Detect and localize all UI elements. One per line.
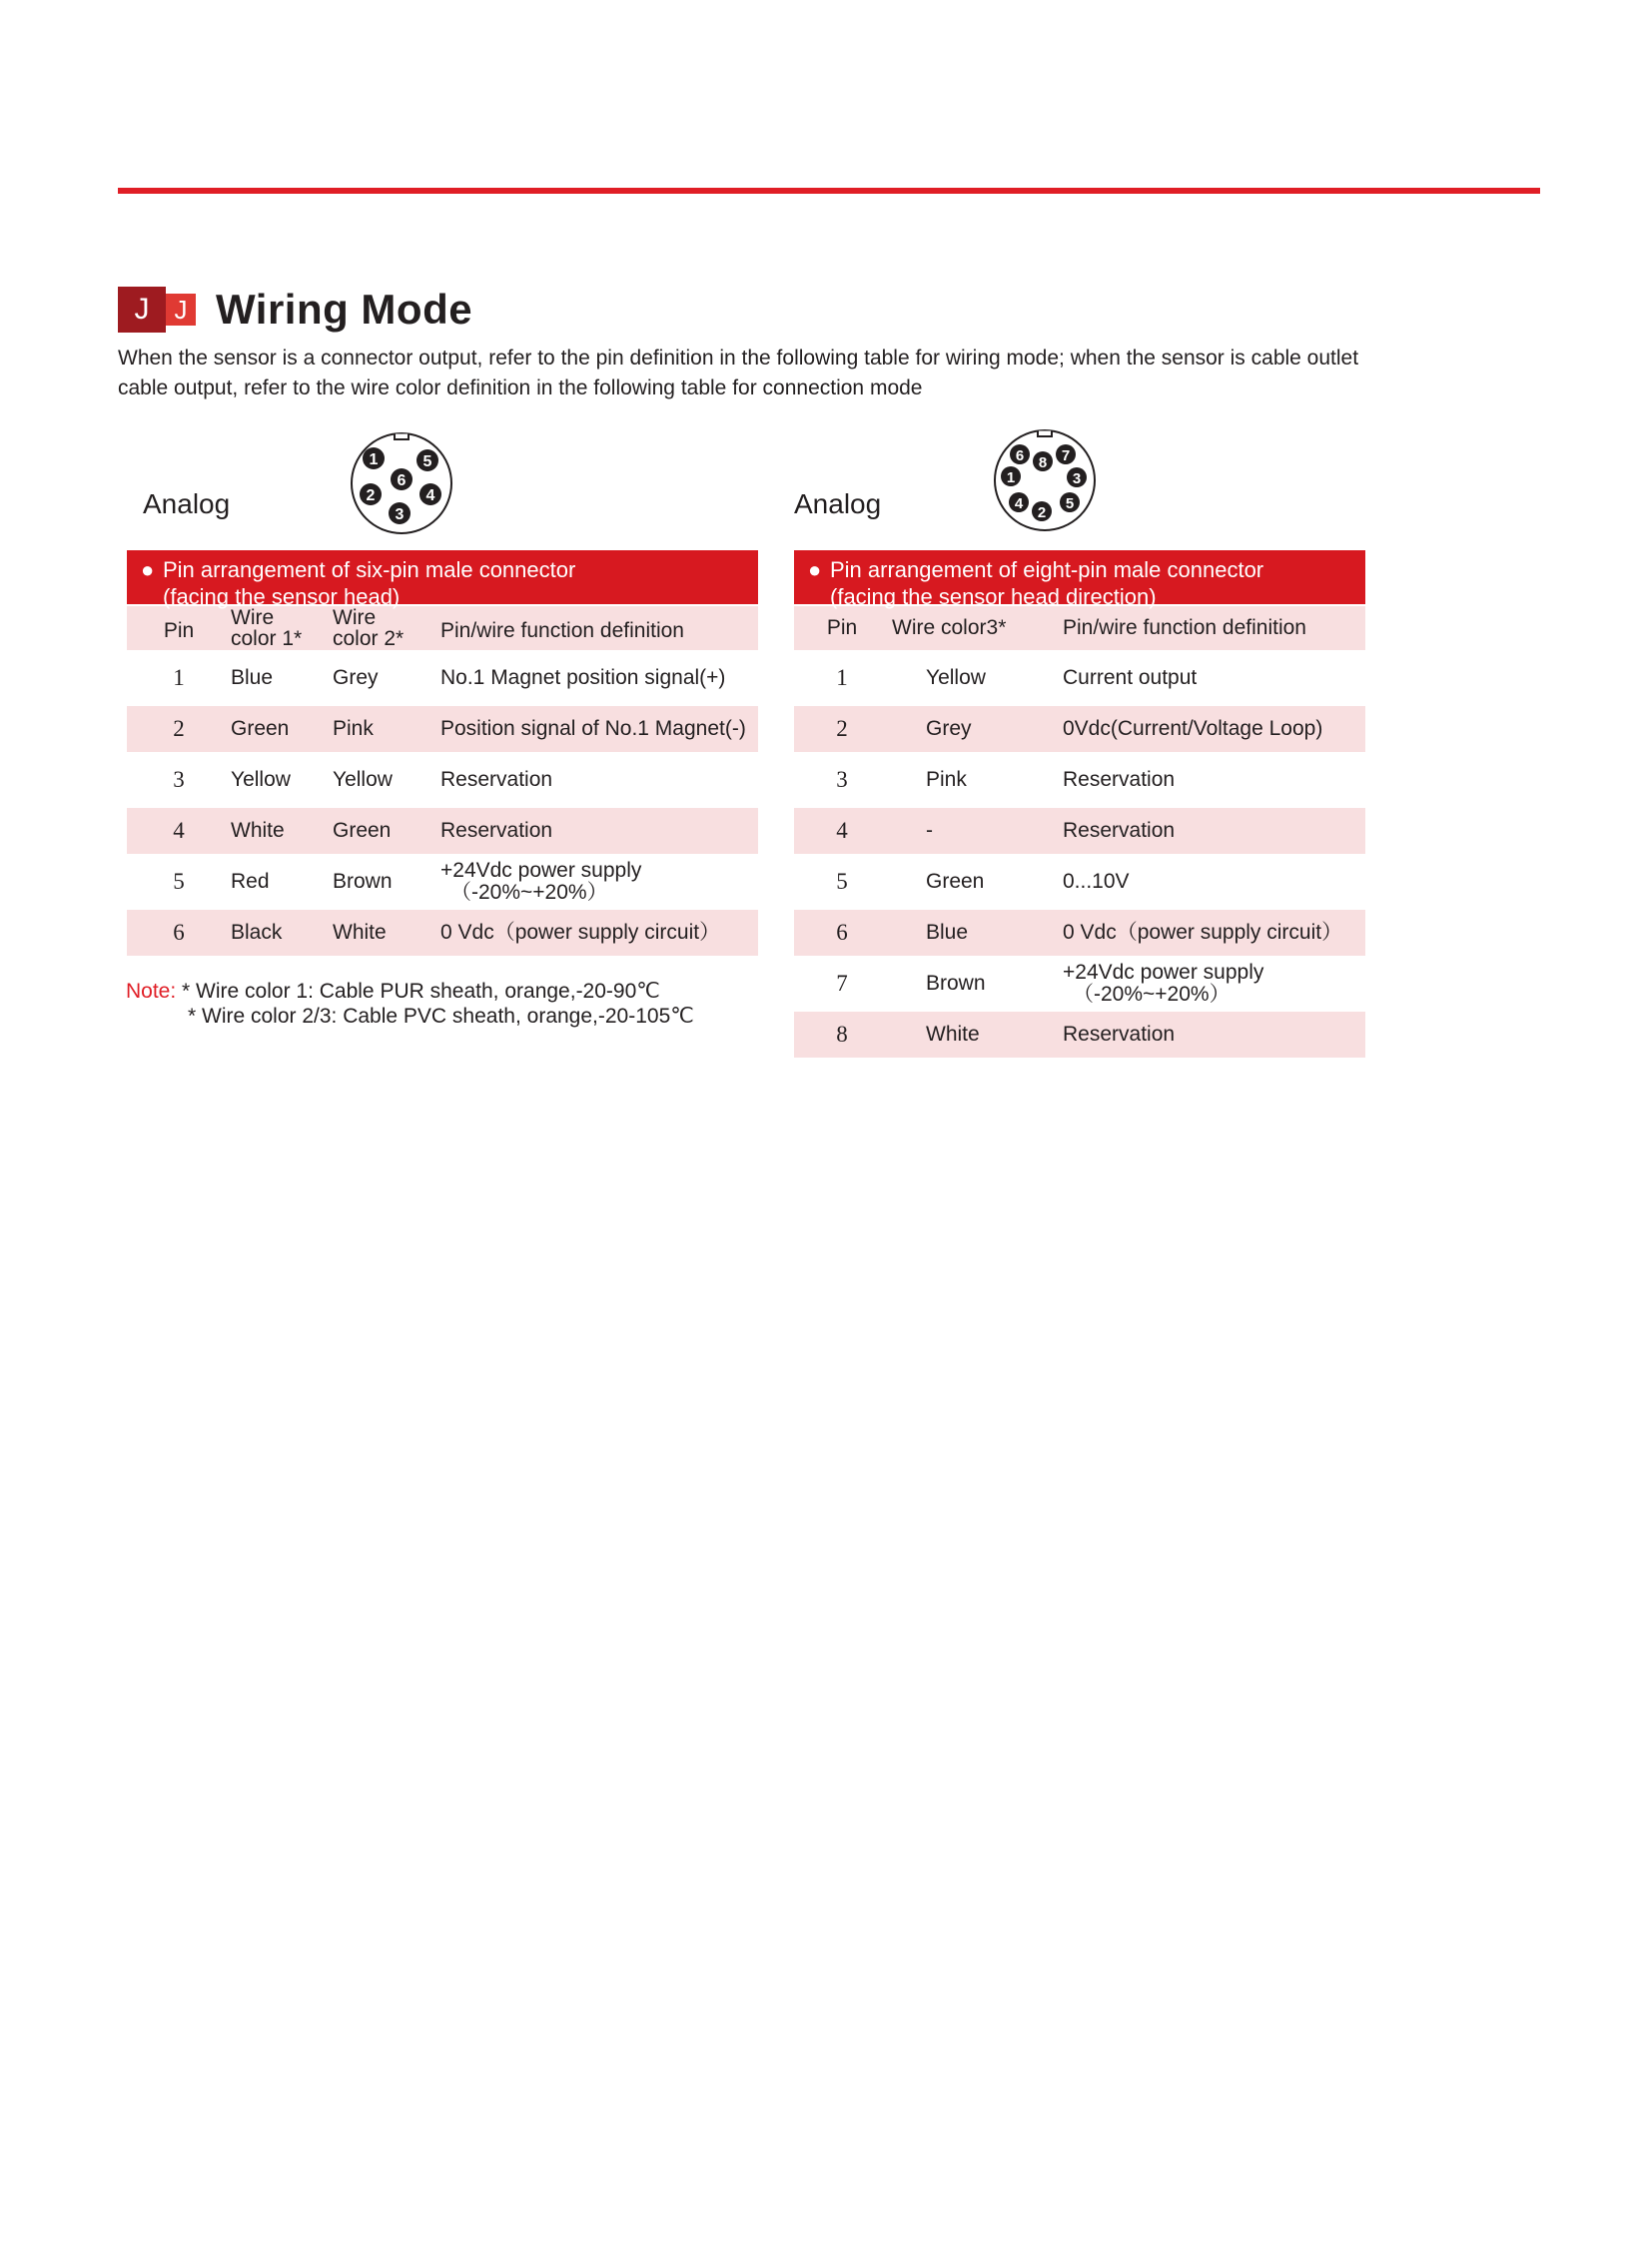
pin-number: 2 xyxy=(173,716,185,741)
wire-color-1: White xyxy=(231,819,285,842)
column-header: Pin/wire function definition xyxy=(1063,616,1306,639)
pin-number: 3 xyxy=(836,767,848,792)
pin-function-line: （-20%~+20%） xyxy=(1073,983,1231,1006)
table-row xyxy=(794,1012,1365,1058)
pin-number: 5 xyxy=(836,869,848,894)
pin-number: 1 xyxy=(173,665,185,690)
pin-function xyxy=(1063,962,1365,1006)
connector-pin xyxy=(1009,492,1029,512)
pin-number: 5 xyxy=(173,869,185,894)
wire-color-3: Brown xyxy=(926,972,986,995)
svg-text:6: 6 xyxy=(1015,447,1025,464)
column-header: Pin xyxy=(163,619,195,642)
page-title: Wiring Mode xyxy=(216,286,473,333)
section-badge-secondary: J xyxy=(166,294,196,326)
eight-pin-table xyxy=(794,550,1365,1058)
pin-function-line: No.1 Magnet position signal(+) xyxy=(440,666,726,689)
connector-pin xyxy=(389,502,411,524)
pin-number: 4 xyxy=(173,818,185,843)
section-heading xyxy=(118,287,472,333)
column-header xyxy=(333,607,440,649)
pin-number: 3 xyxy=(173,767,185,792)
connector-pin xyxy=(391,468,413,490)
table-row xyxy=(127,706,758,752)
connector-pin xyxy=(1056,444,1076,464)
wire-color-2: Brown xyxy=(333,870,393,893)
connector-pin xyxy=(1060,492,1080,512)
pin-function-line: （-20%~+20%） xyxy=(450,881,608,904)
column-header: Wire color3* xyxy=(892,616,1007,639)
connector-pin xyxy=(1067,467,1087,487)
pin-function-line: 0 Vdc（power supply circuit） xyxy=(440,921,721,944)
pin-function xyxy=(1063,667,1365,689)
connector-pin xyxy=(1001,466,1021,486)
column-header-row xyxy=(127,606,758,650)
wire-color-2: Green xyxy=(333,819,392,842)
pin-function-line: 0...10V xyxy=(1063,870,1130,893)
pin-function xyxy=(1063,1024,1365,1046)
pin-function xyxy=(440,860,758,904)
wire-color-1: Black xyxy=(231,921,283,944)
svg-text:3: 3 xyxy=(395,506,405,523)
pin-function-line: +24Vdc power supply xyxy=(440,859,642,882)
table-row xyxy=(794,910,1365,956)
pin-function-line: +24Vdc power supply xyxy=(1063,961,1264,984)
column-header xyxy=(231,607,333,649)
column-header-line: Wire xyxy=(231,606,275,629)
pin-function xyxy=(440,667,758,689)
svg-text:1: 1 xyxy=(369,451,379,468)
table-row xyxy=(794,706,1365,752)
column-header: Pin/wire function definition xyxy=(440,619,684,642)
svg-text:8: 8 xyxy=(1038,454,1048,471)
pin-function-line: Reservation xyxy=(440,768,553,791)
connector-pin xyxy=(360,483,382,505)
pin-number: 1 xyxy=(836,665,848,690)
table-header-banner: ● Pin arrangement of six-pin male connector (facing the sensor head) xyxy=(127,550,758,604)
wire-color-3: Grey xyxy=(926,717,972,740)
wire-color-1: Yellow xyxy=(231,768,291,791)
eight-pin-connector-diagram xyxy=(989,424,1101,536)
note-label: Note: xyxy=(126,980,177,1003)
wire-color-1: Green xyxy=(231,717,290,740)
column-header-line: color 1* xyxy=(231,627,303,650)
pin-function xyxy=(440,769,758,791)
wire-color-1: Red xyxy=(231,870,270,893)
wire-color-3: Blue xyxy=(926,921,969,944)
wire-color-3: - xyxy=(926,819,933,842)
table-row xyxy=(127,910,758,956)
svg-text:4: 4 xyxy=(425,487,435,504)
svg-text:1: 1 xyxy=(1006,469,1016,486)
six-pin-connector-diagram xyxy=(346,427,457,539)
pin-function-line: 0 Vdc（power supply circuit） xyxy=(1063,921,1343,944)
note-line: * Wire color 2/3: Cable PVC sheath, orange,-20-105℃ xyxy=(188,1005,694,1028)
pin-number: 6 xyxy=(173,920,185,945)
table-row xyxy=(127,655,758,701)
table-row xyxy=(127,808,758,854)
pin-function-line: Reservation xyxy=(1063,768,1176,791)
intro-paragraph xyxy=(118,344,1516,403)
column-header-line: Wire xyxy=(333,606,377,629)
wire-color-2: Grey xyxy=(333,666,379,689)
pin-function xyxy=(1063,718,1365,740)
pin-number: 6 xyxy=(836,920,848,945)
pin-function xyxy=(440,820,758,842)
wire-color-2: White xyxy=(333,921,387,944)
connector-pin xyxy=(1032,501,1052,521)
table-subtitle: (facing the sensor head) xyxy=(163,584,401,609)
pin-function-line: Reservation xyxy=(1063,819,1176,842)
pin-function-line: Current output xyxy=(1063,666,1198,689)
intro-line: cable output, refer to the wire color definition in the following table for connection mode xyxy=(118,376,923,399)
svg-text:7: 7 xyxy=(1061,447,1071,464)
table-body xyxy=(127,655,758,956)
pin-function xyxy=(440,718,758,740)
table-row xyxy=(127,757,758,803)
column-header: Pin xyxy=(826,616,858,639)
connector-pin xyxy=(363,447,385,469)
table-subtitle: (facing the sensor head direction) xyxy=(830,584,1157,609)
wire-color-2: Yellow xyxy=(333,768,393,791)
table-row xyxy=(794,961,1365,1007)
table-body xyxy=(794,655,1365,1058)
wire-color-3: White xyxy=(926,1023,980,1046)
pin-number: 7 xyxy=(836,971,848,996)
note-line: * Wire color 1: Cable PUR sheath, orange,-20-90℃ xyxy=(182,980,660,1003)
pin-function-line: Position signal of No.1 Magnet(-) xyxy=(440,717,746,740)
six-pin-table xyxy=(127,550,758,956)
table-row xyxy=(794,655,1365,701)
connector-pin xyxy=(419,483,441,505)
intro-line: When the sensor is a connector output, refer to the pin definition in the following table for wiring mode; when the sensor is cable outlet xyxy=(118,347,1359,370)
connector-pin xyxy=(1033,451,1053,471)
analog-label-right: Analog xyxy=(794,488,882,519)
section-badge: J xyxy=(118,287,166,333)
connector-pin xyxy=(416,449,438,471)
pin-function-line: Reservation xyxy=(1063,1023,1176,1046)
pin-function-line: Reservation xyxy=(440,819,553,842)
table-title: Pin arrangement of six-pin male connector xyxy=(163,557,576,582)
wire-color-3: Green xyxy=(926,870,985,893)
wire-color-2: Pink xyxy=(333,717,374,740)
table-row xyxy=(794,757,1365,803)
wire-color-note xyxy=(126,979,694,1029)
wire-color-3: Pink xyxy=(926,768,967,791)
pin-number: 2 xyxy=(836,716,848,741)
pin-function xyxy=(1063,922,1365,944)
wire-color-3: Yellow xyxy=(926,666,986,689)
pin-function xyxy=(1063,820,1365,842)
pin-number: 4 xyxy=(836,818,848,843)
connector-pin xyxy=(1010,444,1030,464)
pin-function xyxy=(1063,769,1365,791)
pin-number: 8 xyxy=(836,1022,848,1047)
pin-function xyxy=(440,922,758,944)
svg-text:6: 6 xyxy=(397,472,407,489)
svg-text:5: 5 xyxy=(1065,495,1075,512)
pin-function-line: 0Vdc(Current/Voltage Loop) xyxy=(1063,717,1323,740)
pin-function xyxy=(1063,871,1365,893)
table-row xyxy=(127,859,758,905)
analog-label-left: Analog xyxy=(143,488,231,519)
column-header-row xyxy=(794,606,1365,650)
table-row xyxy=(794,859,1365,905)
svg-text:2: 2 xyxy=(1037,504,1047,521)
top-red-rule xyxy=(118,188,1540,194)
svg-text:4: 4 xyxy=(1014,495,1024,512)
wire-color-1: Blue xyxy=(231,666,274,689)
table-row xyxy=(794,808,1365,854)
table-title: Pin arrangement of eight-pin male connector xyxy=(830,557,1264,582)
column-header-line: color 2* xyxy=(333,627,405,650)
table-header-banner: ● Pin arrangement of eight-pin male connector (facing the sensor head direction) xyxy=(794,550,1365,604)
svg-text:3: 3 xyxy=(1072,470,1082,487)
svg-text:5: 5 xyxy=(422,453,432,470)
svg-text:2: 2 xyxy=(366,487,376,504)
